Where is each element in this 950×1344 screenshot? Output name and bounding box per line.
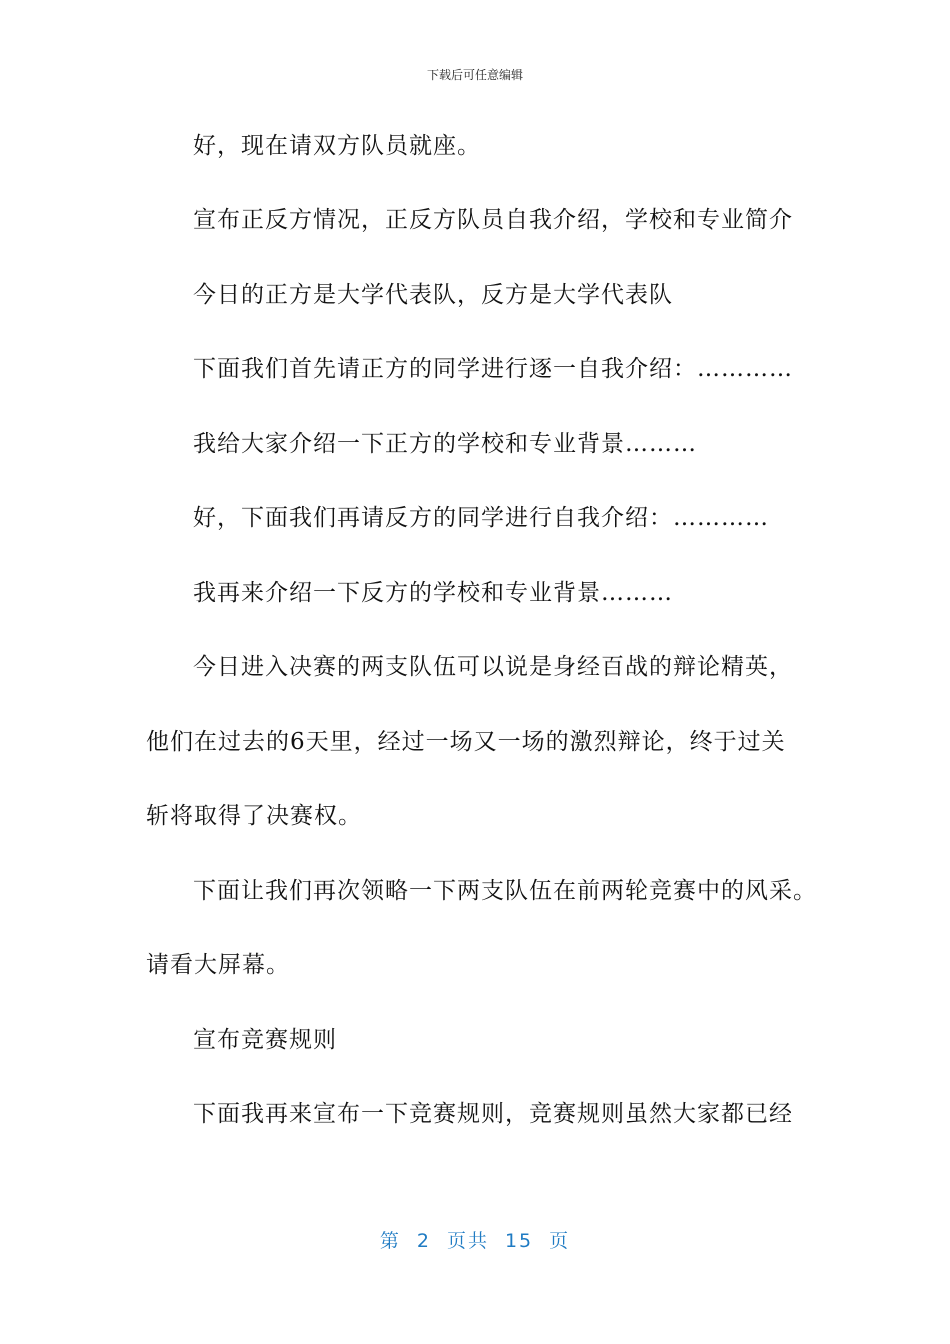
footer-suffix: 页 xyxy=(549,1230,571,1252)
paragraph-line: 下面我再来宣布一下竞赛规则，竞赛规则虽然大家都已经 xyxy=(193,1101,793,1127)
current-page-number: 2 xyxy=(416,1230,431,1252)
paragraph-line: 他们在过去的6天里，经过一场又一场的激烈辩论，终于过关 xyxy=(146,729,786,755)
paragraph-line: 下面让我们再次领略一下两支队伍在前两轮竞赛中的风采。 xyxy=(193,878,817,904)
paragraph-line: 下面我们首先请正方的同学进行逐一自我介绍：………… xyxy=(193,356,793,382)
paragraph-line: 请看大屏幕。 xyxy=(146,952,290,978)
page-number-footer xyxy=(0,1226,950,1253)
paragraph-line: 今日的正方是大学代表队，反方是大学代表队 xyxy=(193,282,673,308)
paragraph-line: 今日进入决赛的两支队伍可以说是身经百战的辩论精英， xyxy=(193,654,793,680)
paragraph-line: 宣布正反方情况，正反方队员自我介绍，学校和专业简介 xyxy=(193,207,793,233)
paragraph-line: 宣布竞赛规则 xyxy=(193,1027,337,1053)
footer-prefix: 第 xyxy=(379,1230,401,1252)
paragraph-line: 好，现在请双方队员就座。 xyxy=(193,133,481,159)
paragraph-line: 好，下面我们再请反方的同学进行自我介绍：………… xyxy=(193,505,769,531)
total-page-count: 15 xyxy=(504,1230,534,1252)
paragraph-line: 我再来介绍一下反方的学校和专业背景……… xyxy=(193,580,673,606)
paragraph-line: 斩将取得了决赛权。 xyxy=(146,803,362,829)
page-header: 下载后可任意编辑 xyxy=(426,68,523,82)
paragraph-line: 我给大家介绍一下正方的学校和专业背景……… xyxy=(193,431,697,457)
footer-middle: 页共 xyxy=(446,1230,489,1252)
